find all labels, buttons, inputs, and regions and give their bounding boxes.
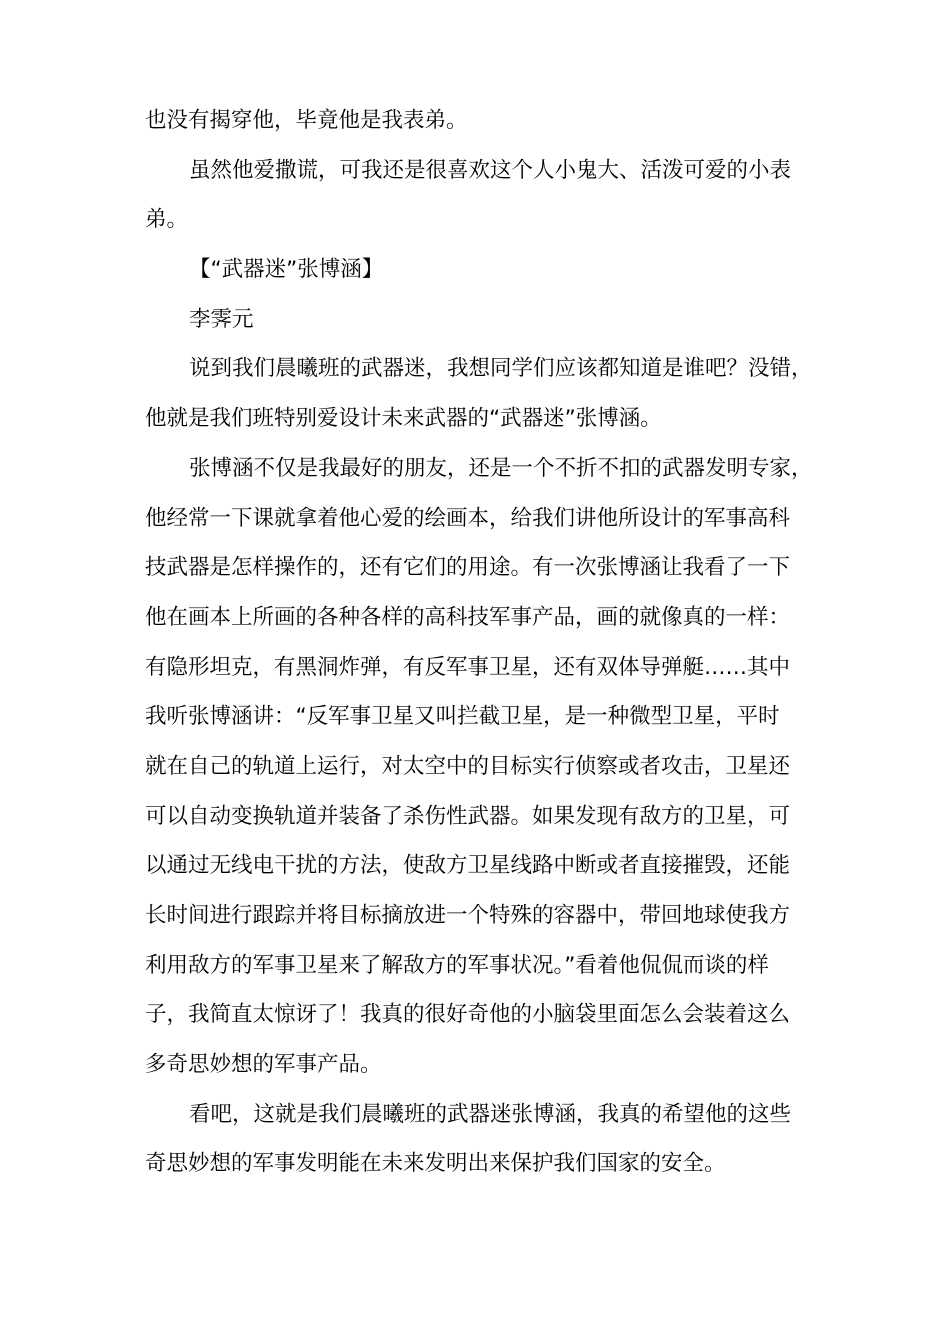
text-line: 看吧，这就是我们晨曦班的武器迷张博涵，我真的希望他的这些 — [189, 1101, 792, 1127]
text-line: 说到我们晨曦班的武器迷，我想同学们应该都知道是谁吧？没错， — [189, 356, 813, 382]
text-line: 子，我简直太惊讶了！我真的很好奇他的小脑袋里面怎么会装着这么 — [145, 1002, 791, 1028]
text-line: 长时间进行跟踪并将目标摘放进一个特殊的容器中，带回地球使我方 — [145, 903, 791, 928]
text-line: 利用敌方的军事卫星来了解敌方的军事状况。”看着他侃侃而谈的样 — [145, 952, 769, 978]
text-line: 以通过无线电干扰的方法，使敌方卫星线路中断或者直接摧毁，还能 — [145, 853, 791, 879]
text-line: 也没有揭穿他，毕竟他是我表弟。 — [145, 108, 468, 133]
text-line: 奇思妙想的军事发明能在未来发明出来保护我们国家的安全。 — [145, 1151, 726, 1177]
text-line: 弟。 — [145, 207, 189, 233]
text-line: 可以自动变换轨道并装备了杀伤性武器。如果发现有敌方的卫星，可 — [145, 803, 791, 829]
text-line: 他在画本上所画的各种各样的高科技军事产品，画的就像真的一样： — [145, 604, 791, 630]
text-line: 就在自己的轨道上运行，对太空中的目标实行侦察或者攻击，卫星还 — [145, 753, 791, 779]
text-line: 多奇思妙想的军事产品。 — [145, 1052, 382, 1078]
text-line: 我听张博涵讲：“反军事卫星又叫拦截卫星，是一种微型卫星，平时 — [145, 704, 780, 730]
document-body — [145, 96, 813, 1189]
text-line: 技武器是怎样操作的，还有它们的用途。有一次张博涵让我看了一下 — [145, 555, 791, 581]
text-line: 虽然他爱撒谎，可我还是很喜欢这个人小鬼大、活泼可爱的小表 — [189, 157, 792, 183]
text-line: 张博涵不仅是我最好的朋友，还是一个不折不扣的武器发明专家， — [189, 455, 813, 481]
text-line: 有隐形坦克，有黑洞炸弹，有反军事卫星，还有双体导弹艇……其中 — [145, 654, 791, 680]
author-name: 李霁元 — [189, 306, 254, 332]
text-line: 他经常一下课就拿着他心爱的绘画本，给我们讲他所设计的军事高科 — [145, 505, 791, 531]
text-line: 他就是我们班特别爱设计未来武器的“武器迷”张博涵。 — [145, 406, 662, 432]
section-title: 【“武器迷”张博涵】 — [189, 257, 384, 283]
